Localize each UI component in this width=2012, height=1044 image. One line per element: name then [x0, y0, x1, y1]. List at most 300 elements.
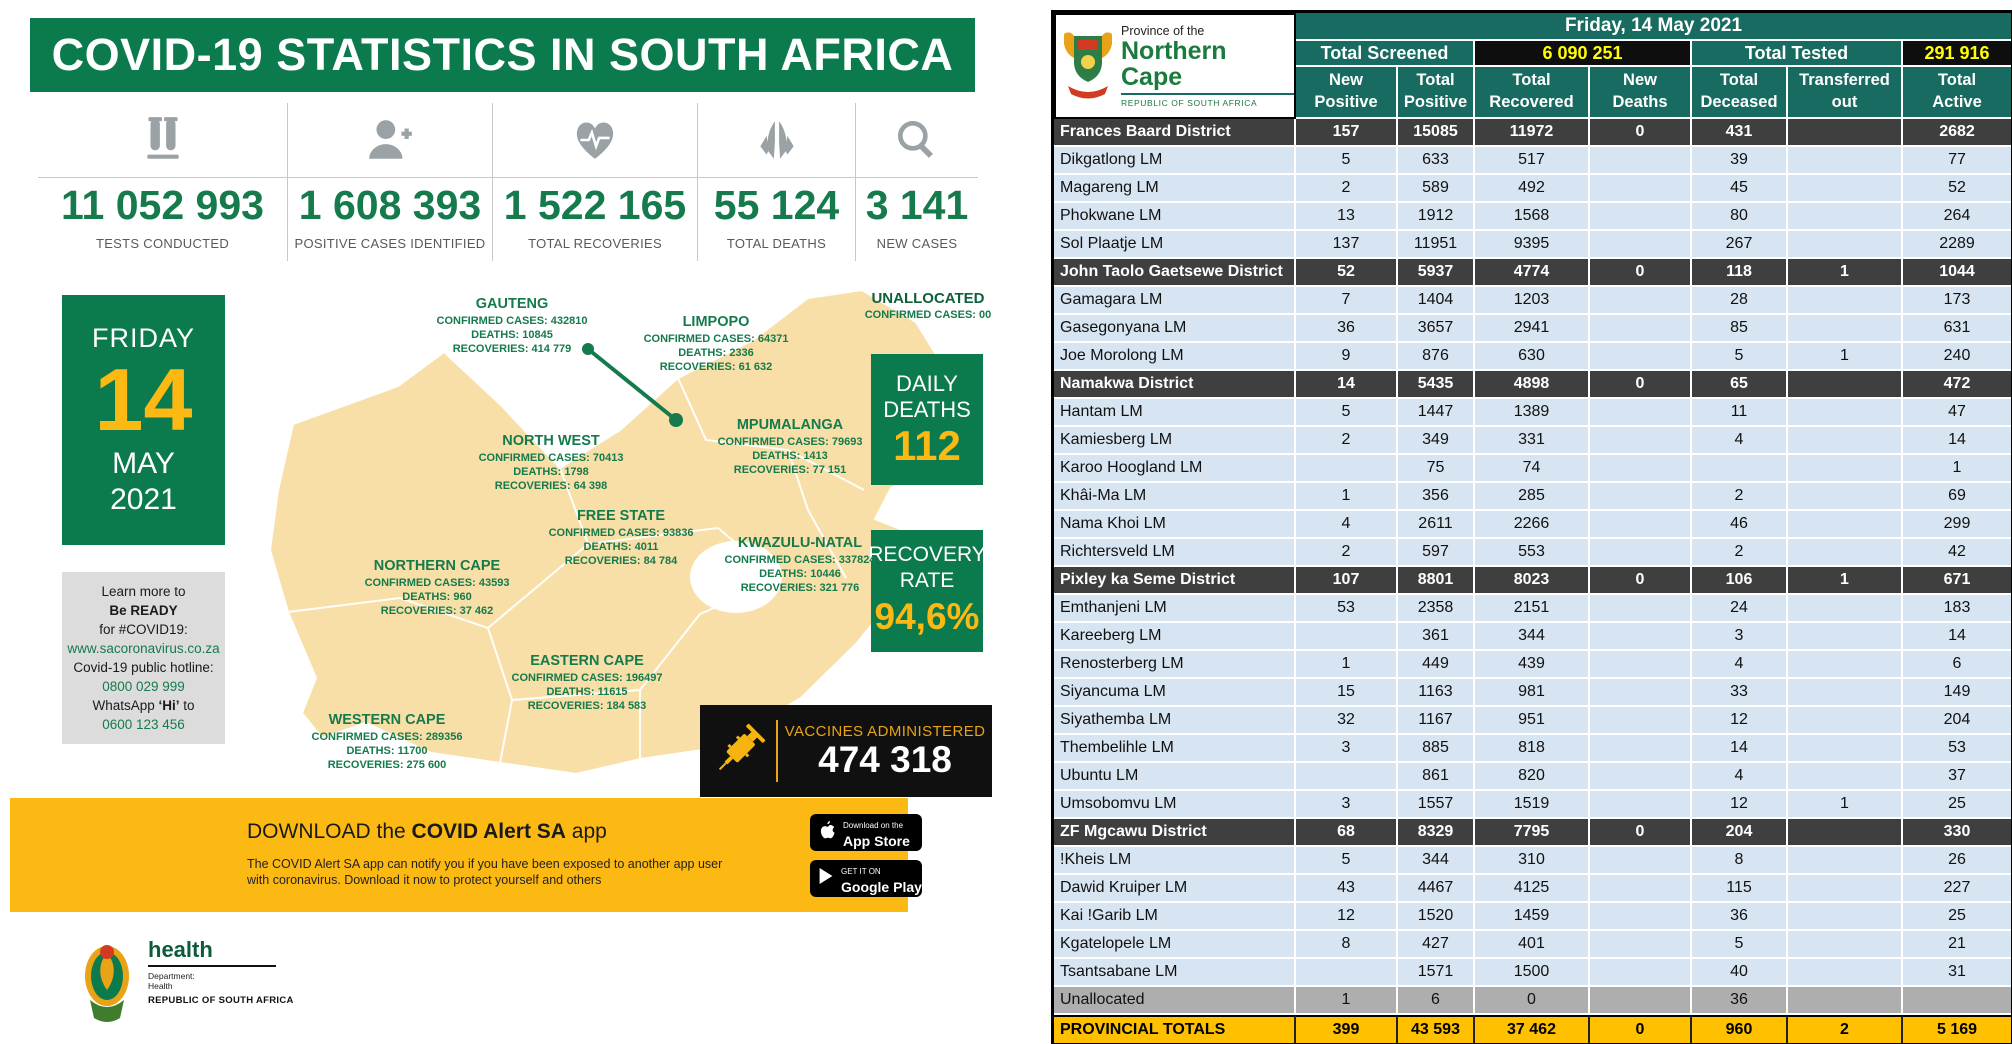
- table-row-provincial-totals: [1054, 1015, 2011, 1043]
- row-value: 157: [1296, 119, 1398, 147]
- row-value: 431: [1692, 119, 1788, 147]
- header-group-row: [1296, 41, 2011, 67]
- row-name: Renosterberg LM: [1054, 651, 1296, 679]
- row-value: [1788, 903, 1903, 931]
- row-value: [1590, 791, 1692, 819]
- row-value: 5: [1692, 931, 1788, 959]
- row-value: 2611: [1398, 511, 1475, 539]
- table-row-zf-mgcawu-district: [1054, 819, 2011, 847]
- province-stat-line: RECOVERIES: 414 779: [452, 343, 572, 355]
- row-value: 820: [1475, 763, 1590, 791]
- table-row-emthanjeni-lm: [1054, 595, 2011, 623]
- nc-logo-republic: REPUBLIC OF SOUTH AFRICA: [1121, 93, 1294, 108]
- header-columns-row: [1296, 67, 2011, 119]
- row-value: 8801: [1398, 567, 1475, 595]
- row-name: Gasegonyana LM: [1054, 315, 1296, 343]
- row-value: [1788, 399, 1903, 427]
- row-value: 885: [1398, 735, 1475, 763]
- row-value: 42: [1903, 539, 2011, 567]
- row-name: PROVINCIAL TOTALS: [1054, 1015, 1296, 1043]
- row-value: 25: [1903, 903, 2011, 931]
- unallocated-name: UNALLOCATED: [871, 290, 985, 307]
- row-value: [1590, 903, 1692, 931]
- row-value: 5937: [1398, 259, 1475, 287]
- row-value: 45: [1692, 175, 1788, 203]
- row-value: [1788, 847, 1903, 875]
- row-value: 46: [1692, 511, 1788, 539]
- province-label-limpopo: [644, 314, 789, 374]
- province-stat-line: CONFIRMED CASES: 43593: [364, 577, 510, 589]
- stat-label-new-cases: NEW CASES: [876, 236, 958, 251]
- row-value: 6: [1398, 987, 1475, 1015]
- row-name: Siyancuma LM: [1054, 679, 1296, 707]
- row-value: 3: [1296, 735, 1398, 763]
- stat-tests-conducted: [38, 103, 288, 261]
- province-stat-line: DEATHS: 11615: [546, 686, 628, 698]
- row-name: Magareng LM: [1054, 175, 1296, 203]
- province-stat-line: RECOVERIES: 61 632: [659, 361, 773, 373]
- date-weekday: FRIDAY: [91, 322, 195, 353]
- row-value: 12: [1692, 707, 1788, 735]
- row-name: Frances Baard District: [1054, 119, 1296, 147]
- province-name: EASTERN CAPE: [530, 653, 644, 669]
- nc-logo-small: Province of the: [1121, 24, 1205, 38]
- row-value: 1404: [1398, 287, 1475, 315]
- row-name: Kamiesberg LM: [1054, 427, 1296, 455]
- row-value: 8: [1692, 847, 1788, 875]
- row-name: Namakwa District: [1054, 371, 1296, 399]
- column-header-transferred-out: Transferred out: [1788, 67, 1903, 119]
- nc-logo-big: Northern Cape: [1121, 37, 1227, 91]
- row-value: 285: [1475, 483, 1590, 511]
- row-value: [1590, 539, 1692, 567]
- table-row-richtersveld-lm: [1054, 539, 2011, 567]
- header-date-cell: Friday, 14 May 2021: [1296, 13, 2011, 41]
- row-value: 671: [1903, 567, 2011, 595]
- row-value: 37 462: [1475, 1015, 1590, 1043]
- northern-cape-table: [1051, 10, 2012, 1044]
- province-label-free-state: [549, 508, 694, 568]
- row-value: [1788, 287, 1903, 315]
- province-stat-line: DEATHS: 2336: [678, 347, 754, 359]
- province-stat-line: RECOVERIES: 321 776: [740, 582, 860, 594]
- row-value: 12: [1692, 791, 1788, 819]
- row-value: 5: [1692, 343, 1788, 371]
- recovery-rate-label-2: RATE: [899, 569, 955, 592]
- row-value: 331: [1475, 427, 1590, 455]
- row-value: 9: [1296, 343, 1398, 371]
- row-value: 1557: [1398, 791, 1475, 819]
- row-value: 633: [1398, 147, 1475, 175]
- row-value: 5 169: [1903, 1015, 2011, 1043]
- row-value: [1788, 231, 1903, 259]
- row-value: 65: [1692, 371, 1788, 399]
- row-value: 427: [1398, 931, 1475, 959]
- row-value: 28: [1692, 287, 1788, 315]
- province-stat-line: CONFIRMED CASES: 337824: [724, 554, 876, 566]
- row-value: 25: [1903, 791, 2011, 819]
- row-value: 0: [1590, 259, 1692, 287]
- row-name: !Kheis LM: [1054, 847, 1296, 875]
- row-value: 330: [1903, 819, 2011, 847]
- row-value: [1590, 231, 1692, 259]
- table-row-unallocated: [1054, 987, 2011, 1015]
- row-value: [1590, 147, 1692, 175]
- table-row-kheis-lm: [1054, 847, 2011, 875]
- stat-value-positive-cases-identified: 1 608 393: [298, 182, 482, 228]
- recovery-rate-panel: [868, 530, 986, 652]
- daily-deaths-label-1: DAILY: [896, 370, 958, 396]
- row-value: 32: [1296, 707, 1398, 735]
- row-value: 106: [1692, 567, 1788, 595]
- row-value: [1788, 931, 1903, 959]
- stat-label-total-recoveries: TOTAL RECOVERIES: [528, 236, 662, 251]
- row-value: 0: [1590, 1015, 1692, 1043]
- province-stat-line: DEATHS: 10845: [471, 329, 553, 341]
- coronavirus-site-link[interactable]: www.sacoronavirus.co.za: [67, 641, 220, 656]
- row-name: Unallocated: [1054, 987, 1296, 1015]
- row-value: 981: [1475, 679, 1590, 707]
- row-value: 1: [1296, 483, 1398, 511]
- row-value: 36: [1692, 903, 1788, 931]
- row-value: 2: [1788, 1015, 1903, 1043]
- province-name: NORTHERN CAPE: [373, 558, 501, 574]
- row-value: 52: [1296, 259, 1398, 287]
- nc-logo-cell: [1054, 13, 1296, 119]
- page-title: COVID-19 STATISTICS IN SOUTH AFRICA: [51, 29, 954, 80]
- row-name: Gamagara LM: [1054, 287, 1296, 315]
- column-header-total-positive: Total Positive: [1398, 67, 1475, 119]
- row-value: 37: [1903, 763, 2011, 791]
- stat-label-total-deaths: TOTAL DEATHS: [726, 236, 827, 251]
- banner-body: The COVID Alert SA app can notify you if you have been exposed to another app user with coronavirus. Download it now to protect yourself and others: [247, 857, 723, 887]
- total-tested-value: 291 916: [1903, 41, 2011, 67]
- stat-value-total-deaths: 55 124: [713, 182, 840, 228]
- province-label-north-west: [479, 433, 624, 493]
- row-value: 1: [1296, 651, 1398, 679]
- row-value: [1590, 679, 1692, 707]
- row-value: 631: [1903, 315, 2011, 343]
- stat-value-total-recoveries: 1 522 165: [503, 182, 687, 228]
- row-value: 0: [1590, 567, 1692, 595]
- province-stat-line: RECOVERIES: 184 583: [527, 700, 647, 712]
- app-store-top: Download on the: [843, 820, 904, 830]
- row-value: [1590, 287, 1692, 315]
- banner-heading: DOWNLOAD the COVID Alert SA app: [247, 820, 607, 843]
- row-value: 0: [1590, 819, 1692, 847]
- row-value: 517: [1475, 147, 1590, 175]
- province-label-northern-cape: [365, 558, 510, 618]
- row-value: [1788, 819, 1903, 847]
- province-stat-line: DEATHS: 1798: [513, 466, 589, 478]
- row-value: 310: [1475, 847, 1590, 875]
- row-value: 2941: [1475, 315, 1590, 343]
- row-value: 2289: [1903, 231, 2011, 259]
- province-stat-line: CONFIRMED CASES: 64371: [643, 333, 789, 345]
- row-value: 1: [1296, 987, 1398, 1015]
- row-value: [1788, 679, 1903, 707]
- total-screened-value: 6 090 251: [1475, 41, 1692, 67]
- row-value: [1788, 483, 1903, 511]
- row-value: 876: [1398, 343, 1475, 371]
- logo-rule: [148, 965, 276, 967]
- table-row-hantam-lm: [1054, 399, 2011, 427]
- whatsapp-number[interactable]: 0600 123 456: [102, 717, 185, 732]
- row-value: 951: [1475, 707, 1590, 735]
- row-value: 204: [1903, 707, 2011, 735]
- row-name: John Taolo Gaetsewe District: [1054, 259, 1296, 287]
- province-name: FREE STATE: [576, 508, 666, 524]
- province-label-mpumalanga: [718, 417, 863, 477]
- province-stat-line: RECOVERIES: 77 151: [733, 464, 847, 476]
- table-row-kamiesberg-lm: [1054, 427, 2011, 455]
- table-row-namakwa-district: [1054, 371, 2011, 399]
- row-value: 43: [1296, 875, 1398, 903]
- row-value: 2151: [1475, 595, 1590, 623]
- row-value: 68: [1296, 819, 1398, 847]
- row-value: [1788, 595, 1903, 623]
- row-value: 0: [1590, 371, 1692, 399]
- row-value: 47: [1903, 399, 2011, 427]
- row-value: 2358: [1398, 595, 1475, 623]
- province-name: WESTERN CAPE: [328, 712, 446, 728]
- table-row-magareng-lm: [1054, 175, 2011, 203]
- row-value: 80: [1692, 203, 1788, 231]
- table-row-siyancuma-lm: [1054, 679, 2011, 707]
- stat-new-cases: [856, 103, 978, 261]
- row-value: [1788, 511, 1903, 539]
- row-value: 40: [1692, 959, 1788, 987]
- recovery-rate-value: 94,6%: [874, 596, 980, 637]
- row-value: 52: [1903, 175, 2011, 203]
- row-value: [1788, 763, 1903, 791]
- row-value: 4: [1296, 511, 1398, 539]
- table-body: [1054, 119, 2011, 1043]
- row-value: [1590, 595, 1692, 623]
- row-value: 344: [1398, 847, 1475, 875]
- row-value: 4125: [1475, 875, 1590, 903]
- row-value: [1788, 875, 1903, 903]
- row-value: 1389: [1475, 399, 1590, 427]
- row-value: 14: [1296, 371, 1398, 399]
- row-value: 8: [1296, 931, 1398, 959]
- row-value: 4: [1692, 763, 1788, 791]
- province-stat-line: CONFIRMED CASES: 79693: [717, 436, 863, 448]
- table-row-dikgatlong-lm: [1054, 147, 2011, 175]
- heart-pulse-icon: [493, 103, 697, 178]
- row-value: 14: [1692, 735, 1788, 763]
- province-stat-line: CONFIRMED CASES: 196497: [511, 672, 663, 684]
- row-value: 53: [1296, 595, 1398, 623]
- row-name: Tsantsabane LM: [1054, 959, 1296, 987]
- row-value: 1: [1788, 567, 1903, 595]
- row-value: 4774: [1475, 259, 1590, 287]
- row-name: Kgatelopele LM: [1054, 931, 1296, 959]
- row-value: 1: [1788, 259, 1903, 287]
- row-value: 6: [1903, 651, 2011, 679]
- vaccines-panel: [700, 705, 992, 797]
- table-row-dawid-kruiper-lm: [1054, 875, 2011, 903]
- row-value: 31: [1903, 959, 2011, 987]
- row-name: Ubuntu LM: [1054, 763, 1296, 791]
- row-value: 4467: [1398, 875, 1475, 903]
- row-value: [1590, 623, 1692, 651]
- row-value: [1788, 119, 1903, 147]
- row-value: 344: [1475, 623, 1590, 651]
- row-value: 2: [1692, 539, 1788, 567]
- table-header: [1296, 13, 2011, 119]
- province-stat-line: CONFIRMED CASES: 70413: [478, 452, 624, 464]
- date-day: 14: [94, 349, 193, 449]
- table-row-siyathemba-lm: [1054, 707, 2011, 735]
- learn-line-2: Be READY: [109, 603, 178, 618]
- row-value: 472: [1903, 371, 2011, 399]
- province-stat-line: CONFIRMED CASES: 432810: [436, 315, 588, 327]
- row-value: 2: [1296, 539, 1398, 567]
- google-play-badge[interactable]: [810, 860, 922, 897]
- row-value: [1590, 735, 1692, 763]
- row-value: 118: [1692, 259, 1788, 287]
- row-name: Dawid Kruiper LM: [1054, 875, 1296, 903]
- row-name: Dikgatlong LM: [1054, 147, 1296, 175]
- province-label-eastern-cape: [512, 653, 663, 713]
- row-value: 26: [1903, 847, 2011, 875]
- row-value: [1590, 763, 1692, 791]
- row-value: 227: [1903, 875, 2011, 903]
- row-name: Phokwane LM: [1054, 203, 1296, 231]
- row-value: 2: [1296, 427, 1398, 455]
- row-value: [1788, 427, 1903, 455]
- row-value: 399: [1296, 1015, 1398, 1043]
- row-value: [1590, 427, 1692, 455]
- row-value: 0: [1590, 119, 1692, 147]
- province-stat-line: DEATHS: 1413: [752, 450, 828, 462]
- row-value: 630: [1475, 343, 1590, 371]
- table-row-gamagara-lm: [1054, 287, 2011, 315]
- row-value: 1447: [1398, 399, 1475, 427]
- row-value: [1692, 455, 1788, 483]
- table-row-ubuntu-lm: [1054, 763, 2011, 791]
- column-header-total-recovered: Total Recovered: [1475, 67, 1590, 119]
- row-value: 15085: [1398, 119, 1475, 147]
- column-header-total-active: Total Active: [1903, 67, 2011, 119]
- row-value: [1590, 847, 1692, 875]
- table-row-sol-plaatje-lm: [1054, 231, 2011, 259]
- row-name: Hantam LM: [1054, 399, 1296, 427]
- daily-deaths-label-2: DEATHS: [883, 396, 971, 422]
- vaccines-value: 474 318: [818, 738, 952, 780]
- title-bar: [30, 18, 975, 92]
- province-name: NORTH WEST: [502, 433, 600, 449]
- row-value: 449: [1398, 651, 1475, 679]
- row-value: 349: [1398, 427, 1475, 455]
- app-store-badge[interactable]: [810, 814, 922, 851]
- vaccines-label: VACCINES ADMINISTERED: [784, 722, 986, 740]
- row-value: 1571: [1398, 959, 1475, 987]
- row-value: 5: [1296, 399, 1398, 427]
- dept-line-1: Department:: [148, 971, 195, 981]
- row-value: [1590, 455, 1692, 483]
- row-value: 24: [1692, 595, 1788, 623]
- row-value: 818: [1475, 735, 1590, 763]
- row-name: Sol Plaatje LM: [1054, 231, 1296, 259]
- table-row-joe-morolong-lm: [1054, 343, 2011, 371]
- row-value: [1590, 651, 1692, 679]
- row-value: 3: [1296, 791, 1398, 819]
- row-value: 1459: [1475, 903, 1590, 931]
- row-value: [1788, 987, 1903, 1015]
- row-value: 1519: [1475, 791, 1590, 819]
- sa-coat-of-arms-icon: [78, 938, 136, 1031]
- learn-line-3: for #COVID19:: [99, 622, 188, 637]
- row-value: 1: [1903, 455, 2011, 483]
- row-value: 11972: [1475, 119, 1590, 147]
- praying-hands-icon: [698, 103, 855, 178]
- row-value: [1788, 735, 1903, 763]
- test-tubes-icon: [38, 103, 287, 178]
- table-row-nama-khoi-lm: [1054, 511, 2011, 539]
- row-value: 53: [1903, 735, 2011, 763]
- row-value: 1203: [1475, 287, 1590, 315]
- google-play-top: GET IT ON: [841, 866, 881, 876]
- province-label-kwazulu-natal: [725, 535, 876, 595]
- row-value: 4: [1692, 651, 1788, 679]
- row-name: Kai !Garib LM: [1054, 903, 1296, 931]
- row-value: 7: [1296, 287, 1398, 315]
- row-value: 960: [1692, 1015, 1788, 1043]
- table-row-gasegonyana-lm: [1054, 315, 2011, 343]
- province-stat-line: DEATHS: 11700: [346, 745, 428, 757]
- row-value: [1590, 343, 1692, 371]
- row-value: 5: [1296, 147, 1398, 175]
- row-value: 74: [1475, 455, 1590, 483]
- row-name: Nama Khoi LM: [1054, 511, 1296, 539]
- row-value: 1167: [1398, 707, 1475, 735]
- row-value: [1296, 623, 1398, 651]
- hotline-number[interactable]: 0800 029 999: [102, 679, 185, 694]
- row-value: 439: [1475, 651, 1590, 679]
- google-play-icon: [818, 867, 834, 890]
- date-year: 2021: [110, 482, 177, 516]
- province-stat-line: RECOVERIES: 275 600: [327, 759, 447, 771]
- unallocated-label: [865, 290, 992, 321]
- province-label-gauteng: [437, 296, 588, 356]
- health-brand: health: [148, 937, 213, 962]
- stat-positive-cases-identified: [288, 103, 493, 261]
- province-stat-line: CONFIRMED CASES: 93836: [548, 527, 694, 539]
- row-value: 8329: [1398, 819, 1475, 847]
- row-value: [1590, 315, 1692, 343]
- learn-more-panel: [62, 572, 225, 744]
- row-value: [1296, 959, 1398, 987]
- province-stat-line: DEATHS: 4011: [583, 541, 659, 553]
- row-value: [1788, 203, 1903, 231]
- row-value: 21: [1903, 931, 2011, 959]
- health-department-logo: [78, 938, 294, 1031]
- province-stat-line: CONFIRMED CASES: 289356: [311, 731, 463, 743]
- table-row-john-taolo-gaetsewe-district: [1054, 259, 2011, 287]
- person-plus-icon: [288, 103, 492, 178]
- row-value: 183: [1903, 595, 2011, 623]
- row-name: Kareeberg LM: [1054, 623, 1296, 651]
- row-value: 4898: [1475, 371, 1590, 399]
- province-stat-line: RECOVERIES: 37 462: [380, 605, 494, 617]
- magnifier-icon: [856, 103, 978, 178]
- row-value: 69: [1903, 483, 2011, 511]
- google-play-bottom: Google Play: [841, 878, 922, 895]
- table-row-thembelihle-lm: [1054, 735, 2011, 763]
- row-value: 3657: [1398, 315, 1475, 343]
